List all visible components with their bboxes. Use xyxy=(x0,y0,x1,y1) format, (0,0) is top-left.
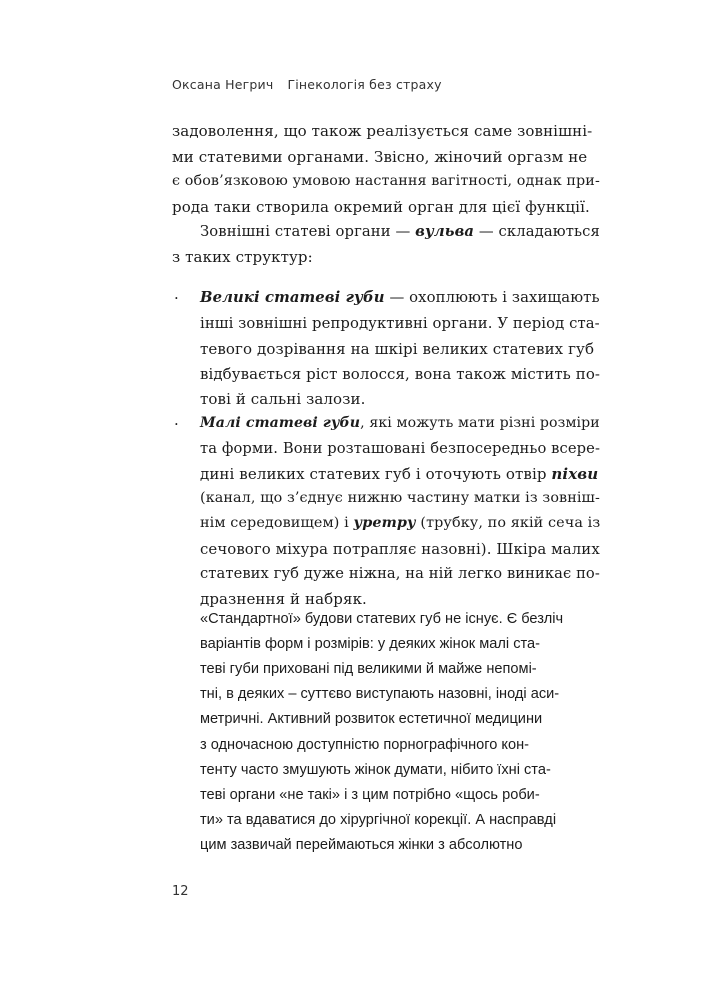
paragraph-line: рода таки створила окремий орган для цієї функції. xyxy=(172,198,590,216)
term-labia-minora: Малі статеві губи xyxy=(200,415,361,431)
bullet-line: Малі статеві губи, які можуть мати різні розміри xyxy=(200,415,600,431)
bullet-line: та форми. Вони розташовані безпосередньо всере- xyxy=(200,440,601,457)
running-header xyxy=(172,77,442,92)
note-line: тенту часто змушують жінок думати, нібито їхні ста- xyxy=(200,762,551,778)
bullet-line: тові й сальні залози. xyxy=(200,390,366,408)
bullet-line: дразнення й набряк. xyxy=(200,590,367,608)
bullet-line: нім середовищем) і уретру (трубку, по якій сеча із xyxy=(200,515,601,531)
header-author: Оксана Негрич xyxy=(172,77,274,92)
bullet-line: відбувається ріст волосся, вона також містить по- xyxy=(200,365,601,383)
paragraph-line: Зовнішні статеві органи — вульва — складаються xyxy=(200,223,600,240)
term-vagina: піхви xyxy=(551,465,599,483)
term-vulva: вульва xyxy=(415,223,475,240)
paragraph-line: з таких структур: xyxy=(172,248,313,266)
bullet-line: інші зовнішні репродуктивні органи. У період ста- xyxy=(200,315,600,332)
note-line: з одночасною доступністю порнографічного кон- xyxy=(200,737,530,753)
bullet-marker: · xyxy=(174,289,179,307)
term-labia-majora: Великі статеві губи xyxy=(200,289,385,306)
bullet-line: (канал, що з’єднує нижню частину матки із зовніш- xyxy=(200,490,600,506)
bullet-line: статевих губ дуже ніжна, на ній легко виникає по- xyxy=(200,565,600,582)
note-line: ти» та вдаватися до хірургічної корекції. А насправді xyxy=(200,812,557,828)
note-line: теві органи «не такі» і з цим потрібно «щось роби- xyxy=(200,787,540,803)
note-line: варіантів форм і розмірів: у деяких жінок малі ста- xyxy=(200,636,541,652)
note-line: теві губи приховані під великими й майже непомі- xyxy=(200,661,537,677)
paragraph-line: задоволення, що також реалізується саме зовнішні- xyxy=(172,122,593,140)
note-line: метричні. Активний розвиток естетичної медицини xyxy=(200,711,543,727)
note-line: тні, в деяких – суттєво виступають назовні, іноді аси- xyxy=(200,686,560,702)
bullet-line: тевого дозрівання на шкірі великих статевих губ xyxy=(200,340,595,358)
bullet-line: дині великих статевих губ і оточують отвір піхви xyxy=(200,465,599,483)
note-line: цим зазвичай переймаються жінки з абсолютно xyxy=(200,837,523,853)
header-book-title: Гінекологія без страху xyxy=(287,77,442,92)
note-line: «Стандартної» будови статевих губ не існує. Є безліч xyxy=(200,611,564,627)
page-number: 12 xyxy=(172,884,189,899)
bullet-marker: · xyxy=(174,415,179,433)
bullet-line: сечового міхура потрапляє назовні). Шкіра малих xyxy=(200,540,600,558)
paragraph-line: ми статевими органами. Звісно, жіночий оргазм не xyxy=(172,148,588,166)
paragraph-line: є обов’язковою умовою настання вагітності, однак при- xyxy=(172,173,600,189)
bullet-line: Великі статеві губи — охоплюють і захищають xyxy=(200,289,600,306)
term-urethra: уретру xyxy=(353,515,416,531)
